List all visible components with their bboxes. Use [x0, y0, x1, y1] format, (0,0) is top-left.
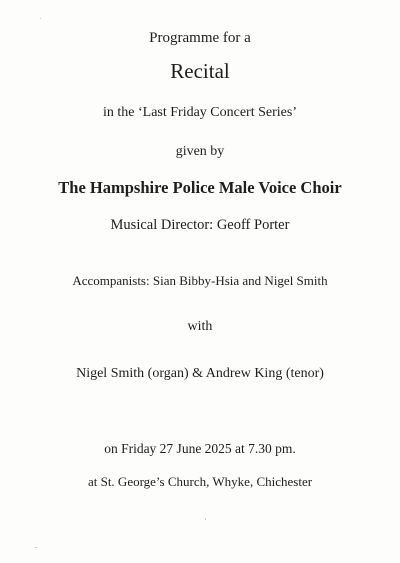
event-date-time: on Friday 27 June 2025 at 7.30 pm. [104, 441, 296, 456]
soloists: Nigel Smith (organ) & Andrew King (tenor) [76, 366, 324, 381]
event-title: Recital [170, 59, 230, 83]
musical-director: Musical Director: Geoff Porter [110, 217, 290, 233]
event-venue: at St. George’s Church, Whyke, Chichester [87, 474, 313, 489]
programme-heading: Programme for a [149, 30, 251, 46]
paper-speck [35, 547, 37, 548]
concert-series: in the ‘Last Friday Concert Series’ [102, 105, 297, 120]
with-label: with [187, 319, 213, 334]
given-by-label: given by [175, 144, 225, 159]
paper-speck [40, 18, 41, 19]
paper-speck [205, 518, 206, 520]
performer-name: The Hampshire Police Male Voice Choir [58, 178, 342, 197]
accompanists: Accompanists: Sian Bibby-Hsia and Nigel Smith [72, 273, 328, 288]
